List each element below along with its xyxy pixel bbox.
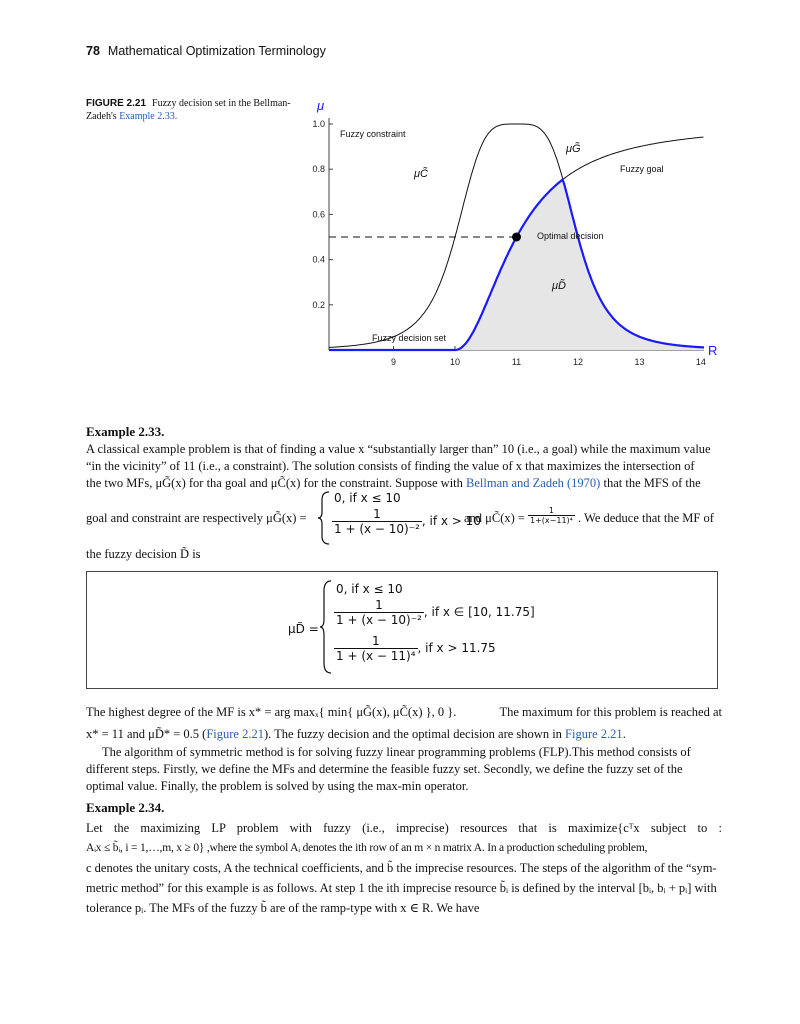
box-case-2-den: 1 + (x − 10)⁻² (336, 613, 422, 627)
y-tick-label: 0.6 (312, 209, 325, 220)
box-left-brace (320, 579, 332, 675)
text-line: Aᵢx ≤ b̃ᵢ, i = 1,…,m, x ≥ 0} ,where the symbol Aᵢ denotes the ith row of an m × n matrix A. In a production scheduling problem, (86, 842, 648, 854)
fuzzy-decision-chart (300, 95, 740, 380)
example-233-paragraph-1 (86, 441, 722, 492)
text-span: the two MFs, μG̃(x) for tha goal and μC̃(x) for the constraint. Suppose with (86, 476, 463, 490)
fuzzy-constraint-label: Fuzzy constraint (340, 129, 406, 139)
optimal-decision-label: Optimal decision (537, 231, 604, 241)
example-233-title: Example 2.33. (86, 424, 165, 439)
y-axis-label: μ (317, 98, 325, 113)
y-tick-label: 1.0 (312, 119, 325, 129)
text-span: . (622, 727, 626, 741)
figure-link[interactable]: Figure 2.21 (565, 727, 623, 741)
text-span: x* = 11 and μD̃* = 0.5 ( (86, 727, 207, 741)
goal-case-2 (332, 507, 481, 536)
fuzzy-decision-area (455, 180, 704, 350)
text-line: optimal value. Finally, the problem is solved by using the max-min operator. (86, 779, 469, 793)
box-case-3 (334, 634, 496, 663)
text-line (86, 704, 722, 721)
box-case-2-num: 1 (334, 598, 424, 613)
x-axis-label: R (708, 343, 718, 358)
goal-case-1: 0, if x ≤ 10 (334, 491, 401, 505)
constraint-frac-den: 1+(x−11)⁴ (530, 516, 573, 525)
box-case-2-cond: , if x ∈ [10, 11.75] (423, 605, 535, 619)
box-case-2 (334, 598, 535, 627)
example-233-paragraph-4 (86, 704, 722, 743)
text-line: “in the vicinity” of 11 (i.e., a constraint). The solution consists of finding the value of x that maximizes the intersection of (86, 459, 695, 473)
box-case-1: 0, if x ≤ 10 (336, 582, 403, 596)
goal-case-2-cond: , if x > 10 (421, 514, 481, 528)
caption-link[interactable]: Example 2.33. (119, 110, 178, 122)
figure-link[interactable]: Figure 2.21 (206, 727, 264, 741)
box-case-3-cond: , if x > 11.75 (417, 641, 496, 655)
y-tick-label: 0.4 (312, 254, 325, 265)
fuzzy-decision-intro: the fuzzy decision D̃ is (86, 547, 201, 561)
y-tick-label: 0.2 (312, 299, 325, 310)
text-line: Let the maximizing LP problem with fuzzy (i.e., imprecise) resources that is maximize{cᵀx subject to : (86, 821, 722, 835)
y-tick-label: 0.8 (312, 164, 325, 175)
box-case-3-den: 1 + (x − 11)⁴ (336, 649, 416, 663)
text-line (86, 475, 722, 492)
page-number: 78 (86, 44, 100, 58)
box-case-3-num: 1 (334, 634, 418, 649)
text-span: The maximum for this problem is reached at (499, 705, 722, 719)
box-lhs: μD̃ = (288, 622, 319, 636)
constraint-frac (528, 506, 575, 525)
figure-caption (86, 98, 306, 123)
text-line: c denotes the unitary costs, A the technical coefficients, and b̃ the imprecise resources. The steps of the algorithm of the “sym- (86, 861, 717, 875)
optimal-decision-point (512, 233, 521, 242)
text-line: different steps. Firstly, we define the MFs and determine the feasible fuzzy set. Secondly, we define the fuzzy set of the (86, 762, 683, 776)
goal-mf-prefix: goal and constraint are respectively μG̃(x) = (86, 511, 307, 525)
fuzzy-goal-label: Fuzzy goal (620, 164, 664, 174)
running-header (86, 44, 326, 58)
text-line: The algorithm of symmetric method is for solving fuzzy linear programming problems (FLP).This method consists of (102, 745, 691, 759)
constraint-mf-prefix: and μC̃(x) = (464, 511, 525, 525)
x-tick-label: 14 (695, 357, 706, 367)
text-span: ). The fuzzy decision and the optimal decision are shown in (263, 727, 562, 741)
goal-frac-num: 1 (332, 507, 422, 522)
x-tick-label: 11 (511, 357, 522, 367)
mu-d-label: μD̃ (552, 280, 566, 292)
figure-label: FIGURE 2.21 (86, 98, 147, 109)
mu-c-label: μC̃ (414, 168, 428, 180)
x-tick-label: 13 (634, 357, 645, 367)
fuzzy-decision-set-label: Fuzzy decision set (372, 333, 447, 343)
left-brace (318, 490, 330, 546)
text-line (86, 726, 722, 743)
x-tick-label: 12 (572, 357, 583, 367)
caption-text: Fuzzy decision set in the Bellman-Zadeh's (86, 98, 291, 122)
mu-g-label: μG̃ (566, 143, 581, 155)
example-233-paragraph-5-cont (86, 761, 722, 795)
text-line: metric method” for this example is as follows. At step 1 the ith imprecise resource b̃ᵢ is defined by the interval [bᵢ, bᵢ + pᵢ] with (86, 881, 717, 895)
goal-mf-suffix: . We deduce that the MF of (578, 511, 714, 525)
x-tick-label: 10 (450, 357, 461, 367)
goal-frac-den: 1 + (x − 10)⁻² (334, 522, 420, 536)
running-title: Mathematical Optimization Terminology (107, 44, 326, 58)
text-line: A classical example problem is that of finding a value x “substantially larger than” 10 (i.e., a goal) while the maximum value (86, 442, 711, 456)
x-tick-label: 9 (391, 357, 397, 367)
text-line: tolerance pᵢ. The MFs of the fuzzy b̃ are of the ramp-type with x ∈ R. We have (86, 901, 480, 915)
constraint-frac-num: 1 (528, 506, 575, 516)
text-span: The highest degree of the MF is x* = arg maxₓ{ min{ μG̃(x), μC̃(x) }, 0 }. (86, 705, 457, 719)
example-233-paragraph-5 (86, 744, 722, 761)
example-234-title: Example 2.34. (86, 800, 165, 815)
bellman-zadeh-citation[interactable]: Bellman and Zadeh (1970) (466, 476, 601, 490)
example-234-paragraph (86, 818, 722, 918)
text-span: that the MFS of the (603, 476, 701, 490)
